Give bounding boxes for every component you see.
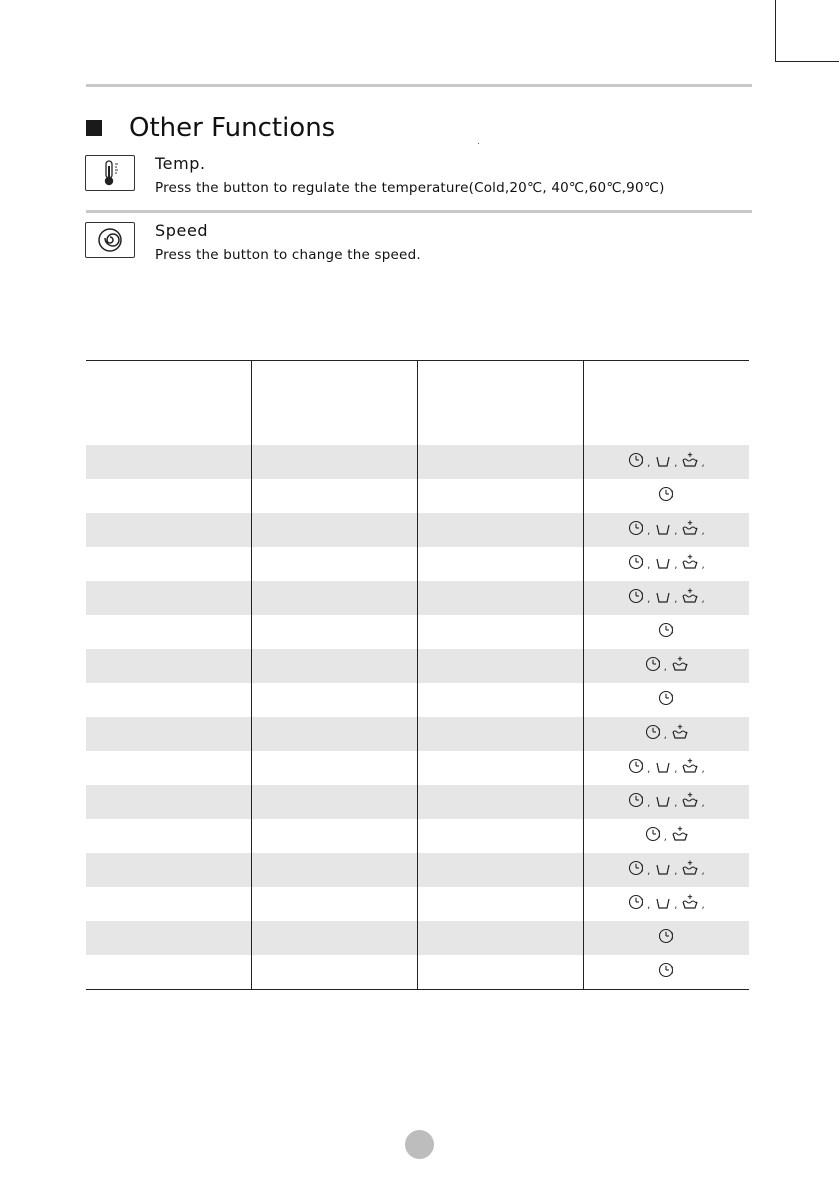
options-cell bbox=[583, 445, 749, 479]
section-title: Other Functions bbox=[129, 113, 336, 143]
prewash-tub-icon bbox=[654, 553, 672, 571]
spiral-speed-icon bbox=[85, 222, 135, 258]
icon-separator: , bbox=[663, 832, 667, 843]
temp-title: Temp. bbox=[155, 154, 206, 173]
middle-divider bbox=[86, 210, 752, 213]
prewash-tub-icon bbox=[654, 859, 672, 877]
option-icons bbox=[627, 553, 706, 571]
icon-separator: , bbox=[647, 594, 651, 605]
extra-rinse-icon bbox=[681, 893, 699, 911]
extra-rinse-icon bbox=[681, 587, 699, 605]
table-cell bbox=[252, 513, 418, 547]
delay-timer-icon bbox=[657, 689, 675, 707]
header-cell bbox=[86, 361, 252, 412]
table-row bbox=[86, 751, 749, 785]
table-cell bbox=[86, 649, 252, 683]
program-options-table bbox=[86, 360, 749, 990]
delay-timer-icon bbox=[657, 927, 675, 945]
print-speck bbox=[478, 143, 479, 144]
table-cell bbox=[418, 581, 584, 615]
table-cell bbox=[418, 513, 584, 547]
icon-separator: , bbox=[663, 662, 667, 673]
table-cell bbox=[86, 445, 252, 479]
table-row bbox=[86, 649, 749, 683]
delay-timer-icon bbox=[627, 859, 645, 877]
table-row bbox=[86, 547, 749, 581]
thermometer-icon bbox=[85, 155, 135, 191]
option-icons bbox=[627, 859, 706, 877]
table-cell bbox=[418, 479, 584, 513]
table-cell bbox=[86, 581, 252, 615]
icon-separator: , bbox=[647, 764, 651, 775]
delay-timer-icon bbox=[657, 485, 675, 503]
icon-separator: , bbox=[701, 526, 705, 537]
option-icons bbox=[657, 689, 675, 707]
table-cell bbox=[86, 683, 252, 717]
icon-separator: , bbox=[647, 798, 651, 809]
delay-timer-icon bbox=[627, 451, 645, 469]
table-cell bbox=[252, 717, 418, 751]
option-icons bbox=[644, 655, 689, 673]
table-cell bbox=[252, 411, 418, 445]
icon-separator: , bbox=[647, 866, 651, 877]
icon-separator: , bbox=[674, 458, 678, 469]
icon-separator: , bbox=[701, 458, 705, 469]
table-cell bbox=[252, 751, 418, 785]
table-cell bbox=[418, 955, 584, 990]
icon-separator: , bbox=[647, 458, 651, 469]
extra-rinse-icon bbox=[681, 519, 699, 537]
table-header-row bbox=[86, 361, 749, 412]
table-cell bbox=[252, 683, 418, 717]
table-cell bbox=[86, 717, 252, 751]
table-cell bbox=[418, 649, 584, 683]
delay-timer-icon bbox=[627, 587, 645, 605]
crop-mark-horizontal bbox=[775, 61, 839, 62]
table-cell bbox=[418, 921, 584, 955]
extra-rinse-icon bbox=[681, 791, 699, 809]
table-cell bbox=[86, 819, 252, 853]
icon-separator: , bbox=[674, 866, 678, 877]
table-row bbox=[86, 445, 749, 479]
delay-timer-icon bbox=[627, 553, 645, 571]
extra-rinse-icon bbox=[681, 553, 699, 571]
table-body bbox=[86, 411, 749, 990]
option-icons bbox=[657, 961, 675, 979]
options-cell bbox=[583, 683, 749, 717]
options-cell bbox=[583, 649, 749, 683]
table-cell bbox=[86, 853, 252, 887]
table-cell bbox=[86, 921, 252, 955]
icon-separator: , bbox=[701, 798, 705, 809]
table-cell bbox=[418, 819, 584, 853]
extra-rinse-icon bbox=[671, 723, 689, 741]
options-cell bbox=[583, 717, 749, 751]
options-cell bbox=[583, 785, 749, 819]
table-row bbox=[86, 411, 749, 445]
option-icons bbox=[627, 893, 706, 911]
table-row bbox=[86, 479, 749, 513]
icon-separator: , bbox=[701, 764, 705, 775]
prewash-tub-icon bbox=[654, 757, 672, 775]
table-cell bbox=[252, 887, 418, 921]
section-bullet-icon bbox=[86, 120, 102, 136]
options-cell bbox=[583, 853, 749, 887]
delay-timer-icon bbox=[627, 757, 645, 775]
table-cell bbox=[252, 819, 418, 853]
table-cell bbox=[418, 445, 584, 479]
option-icons bbox=[657, 927, 675, 945]
icon-separator: , bbox=[647, 526, 651, 537]
table-row bbox=[86, 819, 749, 853]
options-cell bbox=[583, 921, 749, 955]
extra-rinse-icon bbox=[681, 451, 699, 469]
icon-separator: , bbox=[674, 594, 678, 605]
icon-separator: , bbox=[701, 594, 705, 605]
icon-separator: , bbox=[663, 730, 667, 741]
prewash-tub-icon bbox=[654, 519, 672, 537]
icon-separator: , bbox=[674, 526, 678, 537]
option-icons bbox=[627, 757, 706, 775]
temp-description: Press the button to regulate the temperature(Cold,20℃, 40℃,60℃,90℃) bbox=[155, 180, 665, 196]
table-cell bbox=[418, 683, 584, 717]
table-cell bbox=[86, 887, 252, 921]
table-cell bbox=[418, 411, 584, 445]
table-cell bbox=[86, 479, 252, 513]
icon-separator: , bbox=[674, 798, 678, 809]
table-cell bbox=[252, 615, 418, 649]
options-cell bbox=[583, 411, 749, 445]
table-cell bbox=[252, 955, 418, 990]
delay-timer-icon bbox=[644, 655, 662, 673]
icon-separator: , bbox=[647, 560, 651, 571]
icon-separator: , bbox=[674, 764, 678, 775]
table-cell bbox=[252, 547, 418, 581]
option-icons bbox=[657, 485, 675, 503]
table-cell bbox=[418, 615, 584, 649]
option-icons bbox=[627, 791, 706, 809]
prewash-tub-icon bbox=[654, 791, 672, 809]
table-cell bbox=[418, 853, 584, 887]
options-cell bbox=[583, 751, 749, 785]
option-icons bbox=[644, 723, 689, 741]
extra-rinse-icon bbox=[681, 859, 699, 877]
table-cell bbox=[86, 785, 252, 819]
table-cell bbox=[252, 445, 418, 479]
options-cell bbox=[583, 955, 749, 990]
table-cell bbox=[86, 513, 252, 547]
options-cell bbox=[583, 887, 749, 921]
table-cell bbox=[86, 411, 252, 445]
icon-separator: , bbox=[701, 866, 705, 877]
options-cell bbox=[583, 581, 749, 615]
table-cell bbox=[252, 649, 418, 683]
table-row bbox=[86, 785, 749, 819]
table-cell bbox=[252, 921, 418, 955]
speed-description: Press the button to change the speed. bbox=[155, 247, 421, 263]
table-row bbox=[86, 683, 749, 717]
option-icons bbox=[627, 587, 706, 605]
icon-separator: , bbox=[701, 560, 705, 571]
table-cell bbox=[418, 751, 584, 785]
option-icons bbox=[627, 451, 706, 469]
table-cell bbox=[86, 547, 252, 581]
prewash-tub-icon bbox=[654, 451, 672, 469]
table-row bbox=[86, 955, 749, 990]
table-cell bbox=[418, 785, 584, 819]
options-cell bbox=[583, 615, 749, 649]
delay-timer-icon bbox=[627, 893, 645, 911]
table-row bbox=[86, 513, 749, 547]
table-cell bbox=[418, 547, 584, 581]
top-divider bbox=[86, 84, 752, 87]
table-cell bbox=[86, 955, 252, 990]
icon-separator: , bbox=[701, 900, 705, 911]
table-cell bbox=[86, 751, 252, 785]
option-icons bbox=[627, 519, 706, 537]
extra-rinse-icon bbox=[681, 757, 699, 775]
table-cell bbox=[252, 785, 418, 819]
header-cell bbox=[252, 361, 418, 412]
crop-mark-vertical bbox=[775, 0, 776, 62]
table-cell bbox=[418, 887, 584, 921]
options-cell bbox=[583, 547, 749, 581]
delay-timer-icon bbox=[644, 825, 662, 843]
delay-timer-icon bbox=[627, 519, 645, 537]
options-cell bbox=[583, 479, 749, 513]
table-row bbox=[86, 581, 749, 615]
table-row bbox=[86, 853, 749, 887]
table-cell bbox=[418, 717, 584, 751]
icon-separator: , bbox=[647, 900, 651, 911]
icon-separator: , bbox=[674, 900, 678, 911]
delay-timer-icon bbox=[627, 791, 645, 809]
delay-timer-icon bbox=[657, 621, 675, 639]
table-cell bbox=[252, 853, 418, 887]
table-row bbox=[86, 887, 749, 921]
speed-title: Speed bbox=[155, 221, 209, 240]
page-number-badge bbox=[405, 1130, 434, 1159]
extra-rinse-icon bbox=[671, 825, 689, 843]
extra-rinse-icon bbox=[671, 655, 689, 673]
table-row bbox=[86, 615, 749, 649]
table-cell bbox=[252, 581, 418, 615]
table-cell bbox=[86, 615, 252, 649]
table-cell bbox=[252, 479, 418, 513]
option-icons bbox=[644, 825, 689, 843]
options-cell bbox=[583, 819, 749, 853]
prewash-tub-icon bbox=[654, 587, 672, 605]
prewash-tub-icon bbox=[654, 893, 672, 911]
icon-separator: , bbox=[674, 560, 678, 571]
option-icons bbox=[657, 621, 675, 639]
delay-timer-icon bbox=[644, 723, 662, 741]
delay-timer-icon bbox=[657, 961, 675, 979]
options-cell bbox=[583, 513, 749, 547]
header-cell bbox=[583, 361, 749, 412]
table-row bbox=[86, 921, 749, 955]
header-cell bbox=[418, 361, 584, 412]
table-row bbox=[86, 717, 749, 751]
